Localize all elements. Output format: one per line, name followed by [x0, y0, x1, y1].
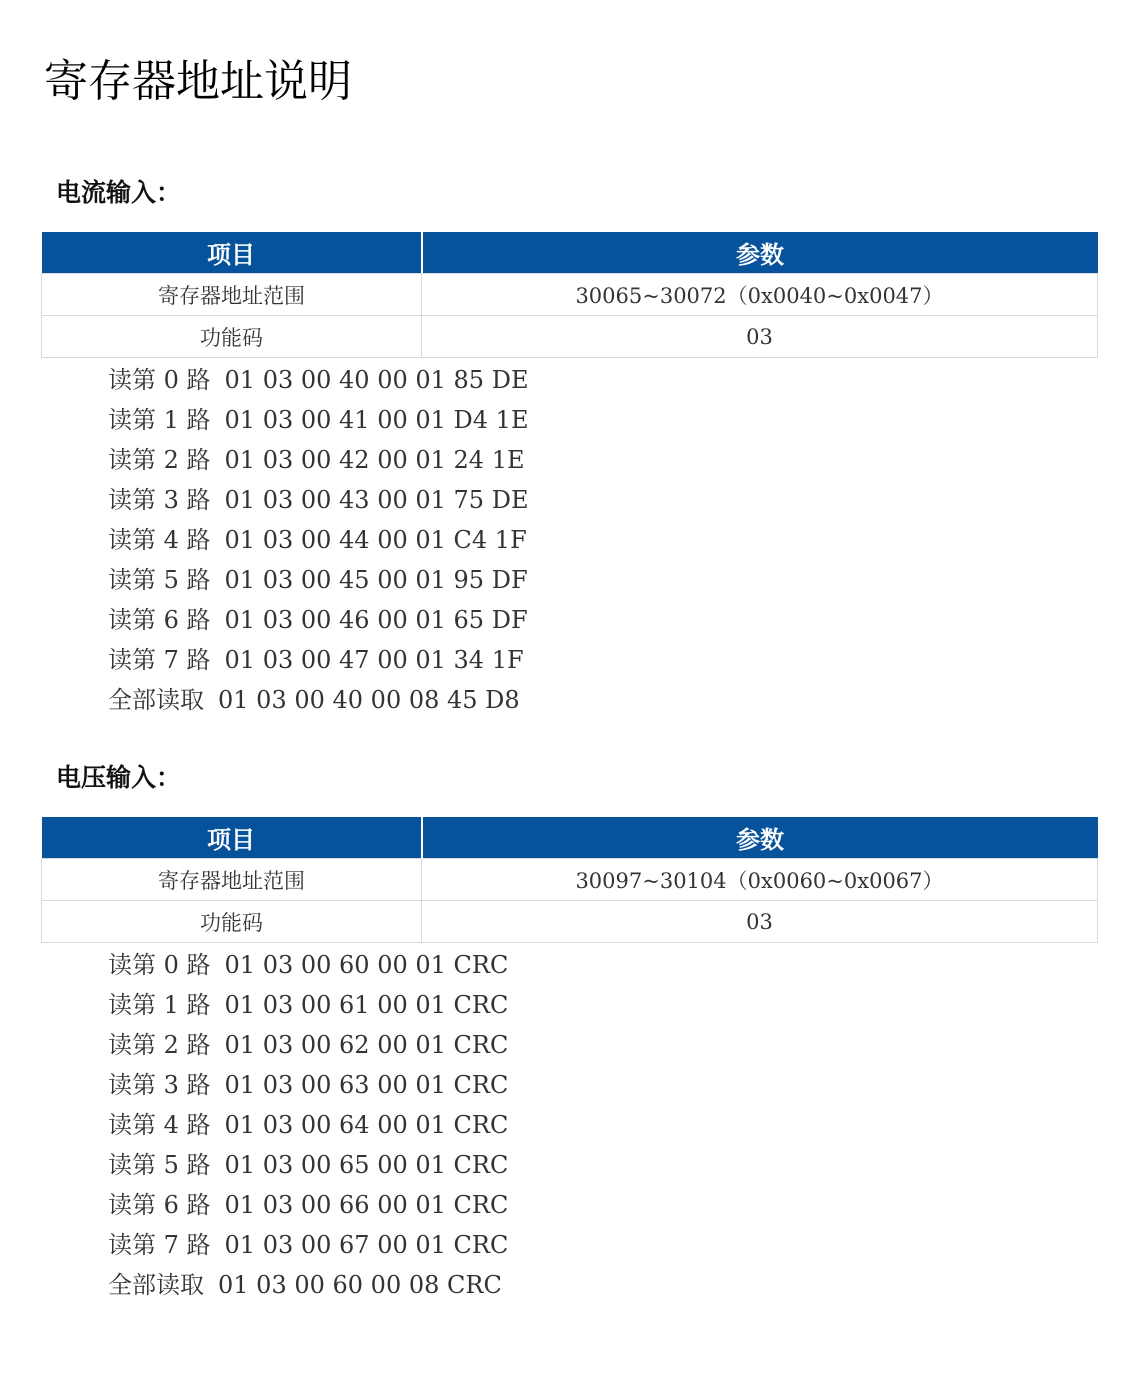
command-code: 01 03 00 67 00 01 CRC: [224, 1231, 509, 1259]
section-heading-voltage: 电压输入：: [56, 763, 182, 792]
command-code: 01 03 00 64 00 01 CRC: [224, 1111, 509, 1139]
command-code: 01 03 00 40 00 01 85 DE: [224, 366, 529, 394]
list-item: [108, 1145, 508, 1185]
table-cell: 功能码: [42, 316, 422, 358]
command-label: 读第 3 路: [108, 1071, 211, 1099]
section-heading-current: 电流输入：: [56, 178, 182, 207]
list-item: [108, 1105, 508, 1145]
command-label: 读第 4 路: [108, 526, 211, 554]
list-item: [108, 1065, 508, 1105]
command-list-voltage: [108, 945, 508, 1305]
table-header-item: 项目: [42, 817, 422, 859]
command-label: 读第 0 路: [108, 366, 211, 394]
list-item: [108, 1185, 508, 1225]
table-row: [42, 316, 1098, 358]
table-row: [42, 274, 1098, 316]
table-header-row: [42, 817, 1098, 859]
command-code: 01 03 00 60 00 01 CRC: [224, 951, 509, 979]
list-item: [108, 400, 528, 440]
command-label: 读第 6 路: [108, 606, 211, 634]
command-label: 读第 2 路: [108, 1031, 211, 1059]
list-item: [108, 1025, 508, 1065]
list-item: [108, 985, 508, 1025]
command-code: 01 03 00 62 00 01 CRC: [224, 1031, 509, 1059]
table-header-row: [42, 232, 1098, 274]
table-cell: 30097~30104（0x0060~0x0067）: [422, 859, 1098, 901]
command-label: 读第 3 路: [108, 486, 211, 514]
command-code: 01 03 00 65 00 01 CRC: [224, 1151, 509, 1179]
command-code: 01 03 00 43 00 01 75 DE: [224, 486, 529, 514]
command-code: 01 03 00 41 00 01 D4 1E: [224, 406, 529, 434]
list-item: [108, 1265, 508, 1305]
list-item: [108, 480, 528, 520]
table-header-param: 参数: [422, 817, 1098, 859]
table-cell: 寄存器地址范围: [42, 859, 422, 901]
list-item: [108, 600, 528, 640]
command-label: 读第 1 路: [108, 991, 211, 1019]
command-label: 读第 4 路: [108, 1111, 211, 1139]
list-item: [108, 640, 528, 680]
command-code: 01 03 00 40 00 08 45 D8: [218, 686, 520, 714]
command-label: 全部读取: [108, 686, 204, 714]
list-item: [108, 440, 528, 480]
list-item: [108, 520, 528, 560]
command-code: 01 03 00 61 00 01 CRC: [224, 991, 509, 1019]
table-cell: 03: [422, 316, 1098, 358]
table-header-param: 参数: [422, 232, 1098, 274]
list-item: [108, 945, 508, 985]
register-table-voltage: [41, 817, 1098, 943]
command-code: 01 03 00 44 00 01 C4 1F: [224, 526, 527, 554]
command-code: 01 03 00 42 00 01 24 1E: [224, 446, 525, 474]
command-label: 读第 6 路: [108, 1191, 211, 1219]
list-item: [108, 360, 528, 400]
list-item: [108, 680, 528, 720]
command-label: 读第 7 路: [108, 1231, 211, 1259]
command-label: 全部读取: [108, 1271, 204, 1299]
command-list-current: [108, 360, 528, 720]
list-item: [108, 1225, 508, 1265]
register-table-current: [41, 232, 1098, 358]
command-code: 01 03 00 46 00 01 65 DF: [224, 606, 528, 634]
list-item: [108, 560, 528, 600]
command-label: 读第 2 路: [108, 446, 211, 474]
table-cell: 功能码: [42, 901, 422, 943]
table-cell: 30065~30072（0x0040~0x0047）: [422, 274, 1098, 316]
command-label: 读第 7 路: [108, 646, 211, 674]
table-row: [42, 859, 1098, 901]
table-header-item: 项目: [42, 232, 422, 274]
command-label: 读第 1 路: [108, 406, 211, 434]
table-cell: 03: [422, 901, 1098, 943]
command-code: 01 03 00 45 00 01 95 DF: [224, 566, 528, 594]
command-code: 01 03 00 60 00 08 CRC: [218, 1271, 502, 1299]
command-label: 读第 5 路: [108, 1151, 211, 1179]
command-code: 01 03 00 47 00 01 34 1F: [224, 646, 524, 674]
table-cell: 寄存器地址范围: [42, 274, 422, 316]
command-label: 读第 5 路: [108, 566, 211, 594]
command-code: 01 03 00 66 00 01 CRC: [224, 1191, 509, 1219]
table-row: [42, 901, 1098, 943]
page-title: 寄存器地址说明: [44, 56, 352, 107]
command-code: 01 03 00 63 00 01 CRC: [224, 1071, 509, 1099]
command-label: 读第 0 路: [108, 951, 211, 979]
